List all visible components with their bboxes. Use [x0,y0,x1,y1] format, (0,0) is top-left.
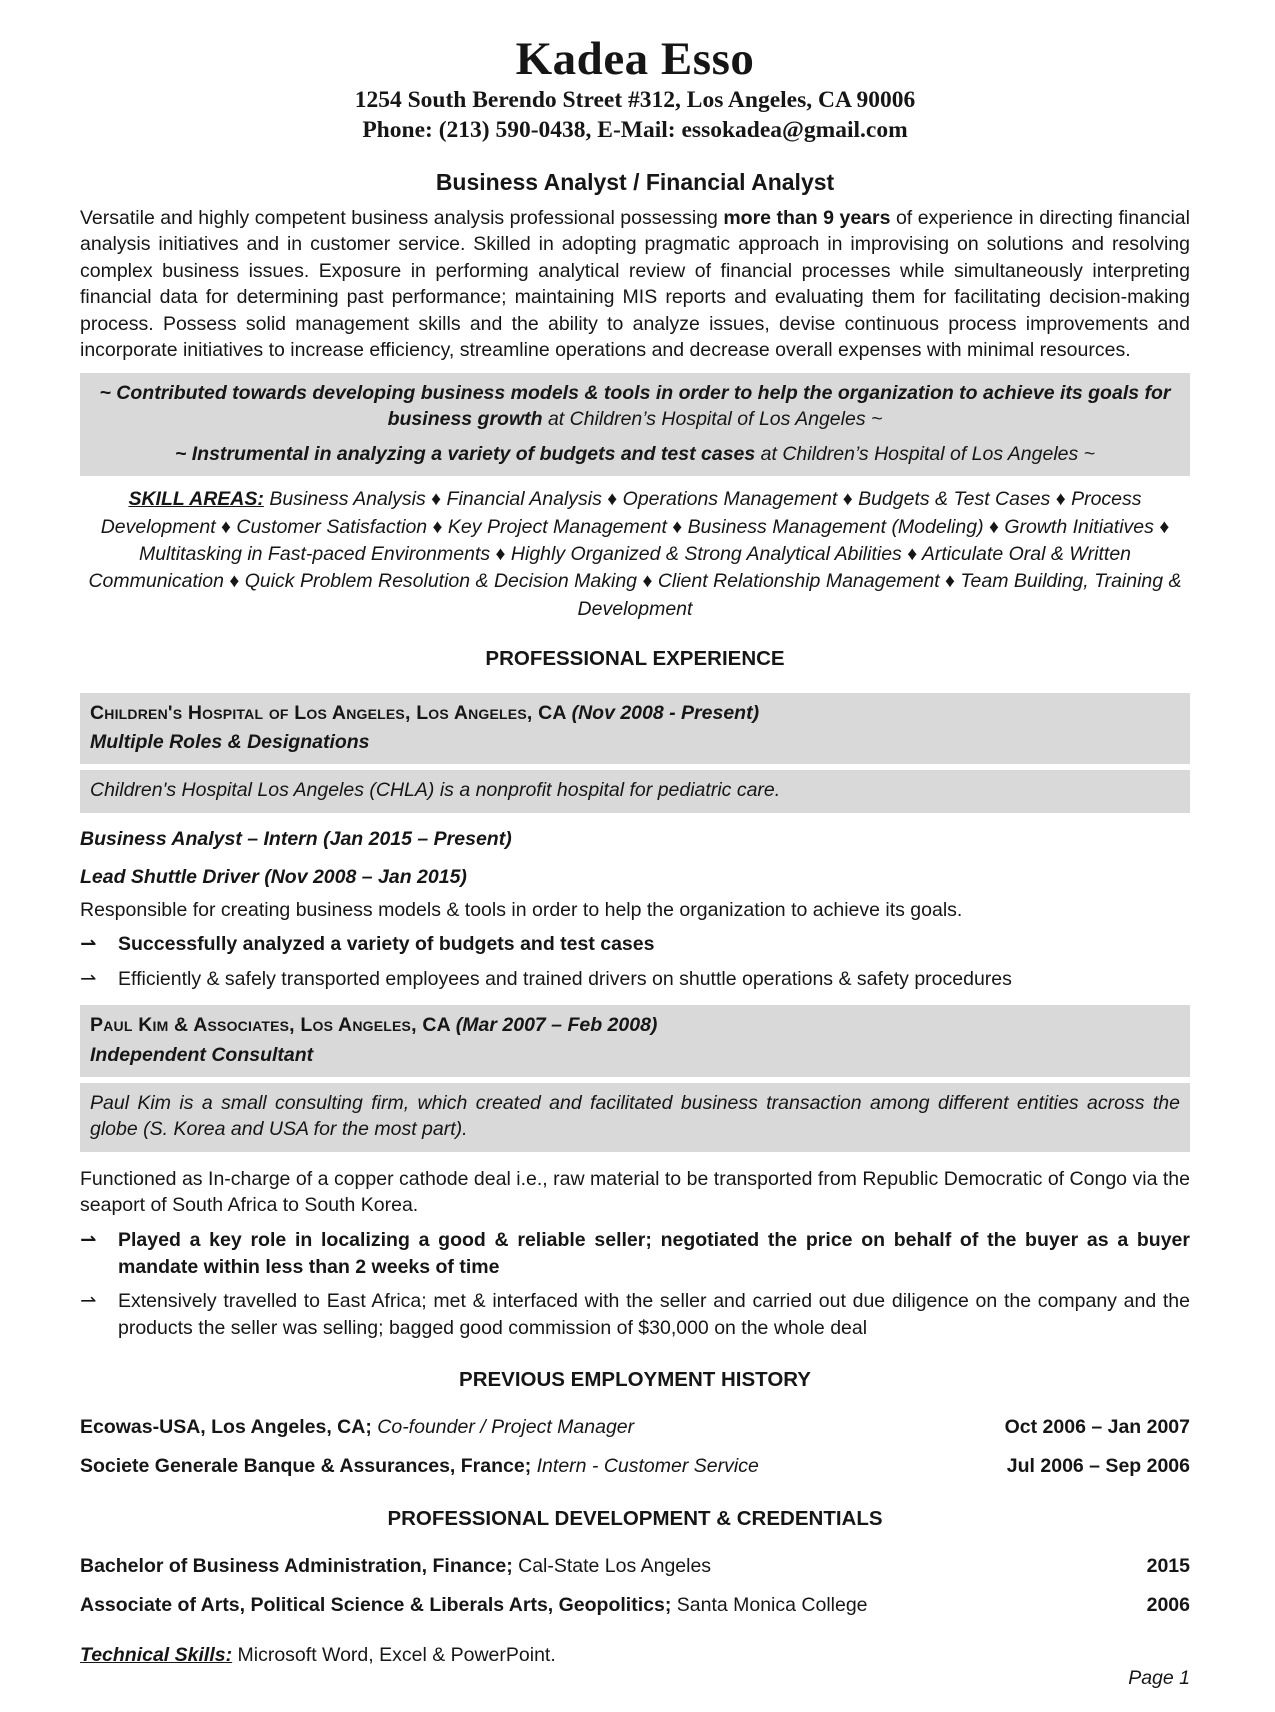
credential-degree: Associate of Arts, Political Science & Liberals Arts, Geopolitics; [80,1594,672,1617]
job-company-line [90,699,1180,728]
highlight-item [94,441,1176,467]
job-header [80,693,1190,765]
company-note: Children's Hospital Los Angeles (CHLA) is a nonprofit hospital for pediatric care. [80,770,1190,813]
job-dates: (Mar 2007 – Feb 2008) [455,1014,658,1037]
credential-school: Santa Monica College [671,1594,868,1617]
summary-text-1: Versatile and highly competent business analysis professional possessing [80,206,724,229]
job-company-line [90,1011,1180,1040]
bullet-text: Efficiently & safely transported employees and trained drivers on shuttle operations & safety procedures [118,967,1012,990]
contact-line: Phone: (213) 590-0438, E-Mail: essokadea@gmail.com [362,116,908,143]
credential-left [80,1593,868,1618]
candidate-name: Kadea Esso [515,33,755,85]
highlight-emphasis: ~ Contributed towards developing business models & tools in order to help the organization to achieve its goals for business growth [99,382,1171,431]
arrow-bullet-icon: ⇀ [80,932,97,956]
bullet-text: Extensively travelled to East Africa; met & interfaced with the seller and carried out due diligence on the company and the products the seller was selling; bagged good commission of $30,000 on the whole deal [118,1290,1190,1339]
summary-bold-phrase: more than 9 years [723,206,891,229]
bullet-item [80,1227,1190,1280]
section-heading-credentials: PROFESSIONAL DEVELOPMENT & CREDENTIALS [387,1506,883,1530]
highlight-plain: at Children’s Hospital of Los Angeles ~ [542,408,883,431]
job-title-heading: Business Analyst / Financial Analyst [435,168,835,195]
credential-degree: Bachelor of Business Administration, Finance; [80,1554,513,1577]
role-line: Lead Shuttle Driver (Nov 2008 – Jan 2015) [80,865,467,888]
job-designation: Multiple Roles & Designations [90,731,370,754]
summary-text-2: of experience in directing financial analysis initiatives and in customer service. Skilled in adopting pragmatic approach in improvising on solutions and resolving complex business issues. Exposure in performing analytical review of financial processes while simultaneously interpreting financial data for determining past performance; maintaining MIS reports and evaluating them for facilitating decision-making process. Possess solid management skills and the ability to analyze issues, devise continuous process improvements and incorporate initiatives to increase efficiency, streamline operations and decrease overall expenses with minimal resources. [80,206,1190,362]
arrow-bullet-icon: ⇀ [80,1289,97,1313]
credential-row [80,1554,1190,1579]
employment-left [80,1454,759,1479]
company-note: Paul Kim is a small consulting firm, which created and facilitated business transaction among different entities across the globe (S. Korea and USA for the most part). [80,1083,1190,1152]
job-intro: Responsible for creating business models & tools in order to help the organization to achieve its goals. [80,898,963,921]
page-number: Page 1 [1128,1667,1190,1690]
job-designation: Independent Consultant [90,1043,314,1066]
credential-school: Cal-State Los Angeles [512,1554,712,1577]
role-line: Business Analyst – Intern (Jan 2015 – Present) [80,827,512,850]
employment-row [80,1415,1190,1440]
bullet-item [80,966,1190,993]
address-line: 1254 South Berendo Street #312, Los Angeles, CA 90006 [354,86,916,113]
technical-skills-value: Microsoft Word, Excel & PowerPoint. [232,1644,556,1667]
credential-row [80,1593,1190,1618]
employment-role: Intern - Customer Service [531,1455,759,1478]
employment-company: Ecowas-USA, Los Angeles, CA; [80,1416,372,1439]
company-name: Paul Kim & Associates, Los Angeles, CA [90,1014,456,1037]
credential-year: 2006 [1146,1594,1190,1617]
bullet-item [80,931,1190,958]
credential-left [80,1554,711,1579]
employment-left [80,1415,634,1440]
employment-company: Societe Generale Banque & Assurances, France; [80,1455,532,1478]
section-heading-previous-employment: PREVIOUS EMPLOYMENT HISTORY [459,1368,811,1392]
highlight-plain: at Children’s Hospital of Los Angeles ~ [755,443,1096,466]
job-intro: Functioned as In-charge of a copper cathode deal i.e., raw material to be transported from Republic Democratic of Congo via the seaport of South Africa to South Korea. [80,1167,1190,1217]
bullet-item [80,1288,1190,1341]
skill-areas-list: Business Analysis ♦ Financial Analysis ♦ Operations Management ♦ Budgets & Test Cases ♦ Process Development ♦ Customer Satisfaction ♦ Key Project Management ♦ Business Management (Modeling) ♦ Growth Initiatives ♦ Multitasking in Fast-paced Environments ♦ Highly Organized & Strong Analytical Abilities ♦ Articulate Oral & Written Communication ♦ Quick Problem Resolution & Decision Making ♦ Client Relationship Management ♦ Team Building, Training & Development [88,488,1182,620]
employment-row [80,1454,1190,1479]
job-dates: (Nov 2008 - Present) [571,701,760,724]
arrow-bullet-icon: ⇀ [80,966,97,990]
bullet-text: Played a key role in localizing a good & reliable seller; negotiated the price on behalf of the buyer as a buyer mandate within less than 2 weeks of time [118,1228,1190,1278]
skill-areas-label: SKILL AREAS: [128,488,264,511]
arrow-bullet-icon: ⇀ [80,1227,97,1251]
highlights-box [80,373,1190,476]
employment-dates: Jul 2006 – Sep 2006 [1006,1455,1190,1478]
highlight-emphasis: ~ Instrumental in analyzing a variety of budgets and test cases [174,443,756,466]
summary-paragraph [80,205,1190,364]
highlight-item [94,380,1176,432]
bullet-text: Successfully analyzed a variety of budgets and test cases [118,933,655,956]
skill-areas-line [80,486,1190,622]
employment-dates: Oct 2006 – Jan 2007 [1004,1416,1190,1439]
company-name: Children's Hospital of Los Angeles, Los Angeles, CA [90,701,572,724]
employment-role: Co-founder / Project Manager [371,1416,635,1439]
technical-skills-label: Technical Skills: [80,1644,233,1667]
credential-year: 2015 [1146,1554,1190,1577]
technical-skills-line [80,1644,1190,1667]
section-heading-professional-experience: PROFESSIONAL EXPERIENCE [485,646,785,670]
job-header [80,1005,1190,1077]
